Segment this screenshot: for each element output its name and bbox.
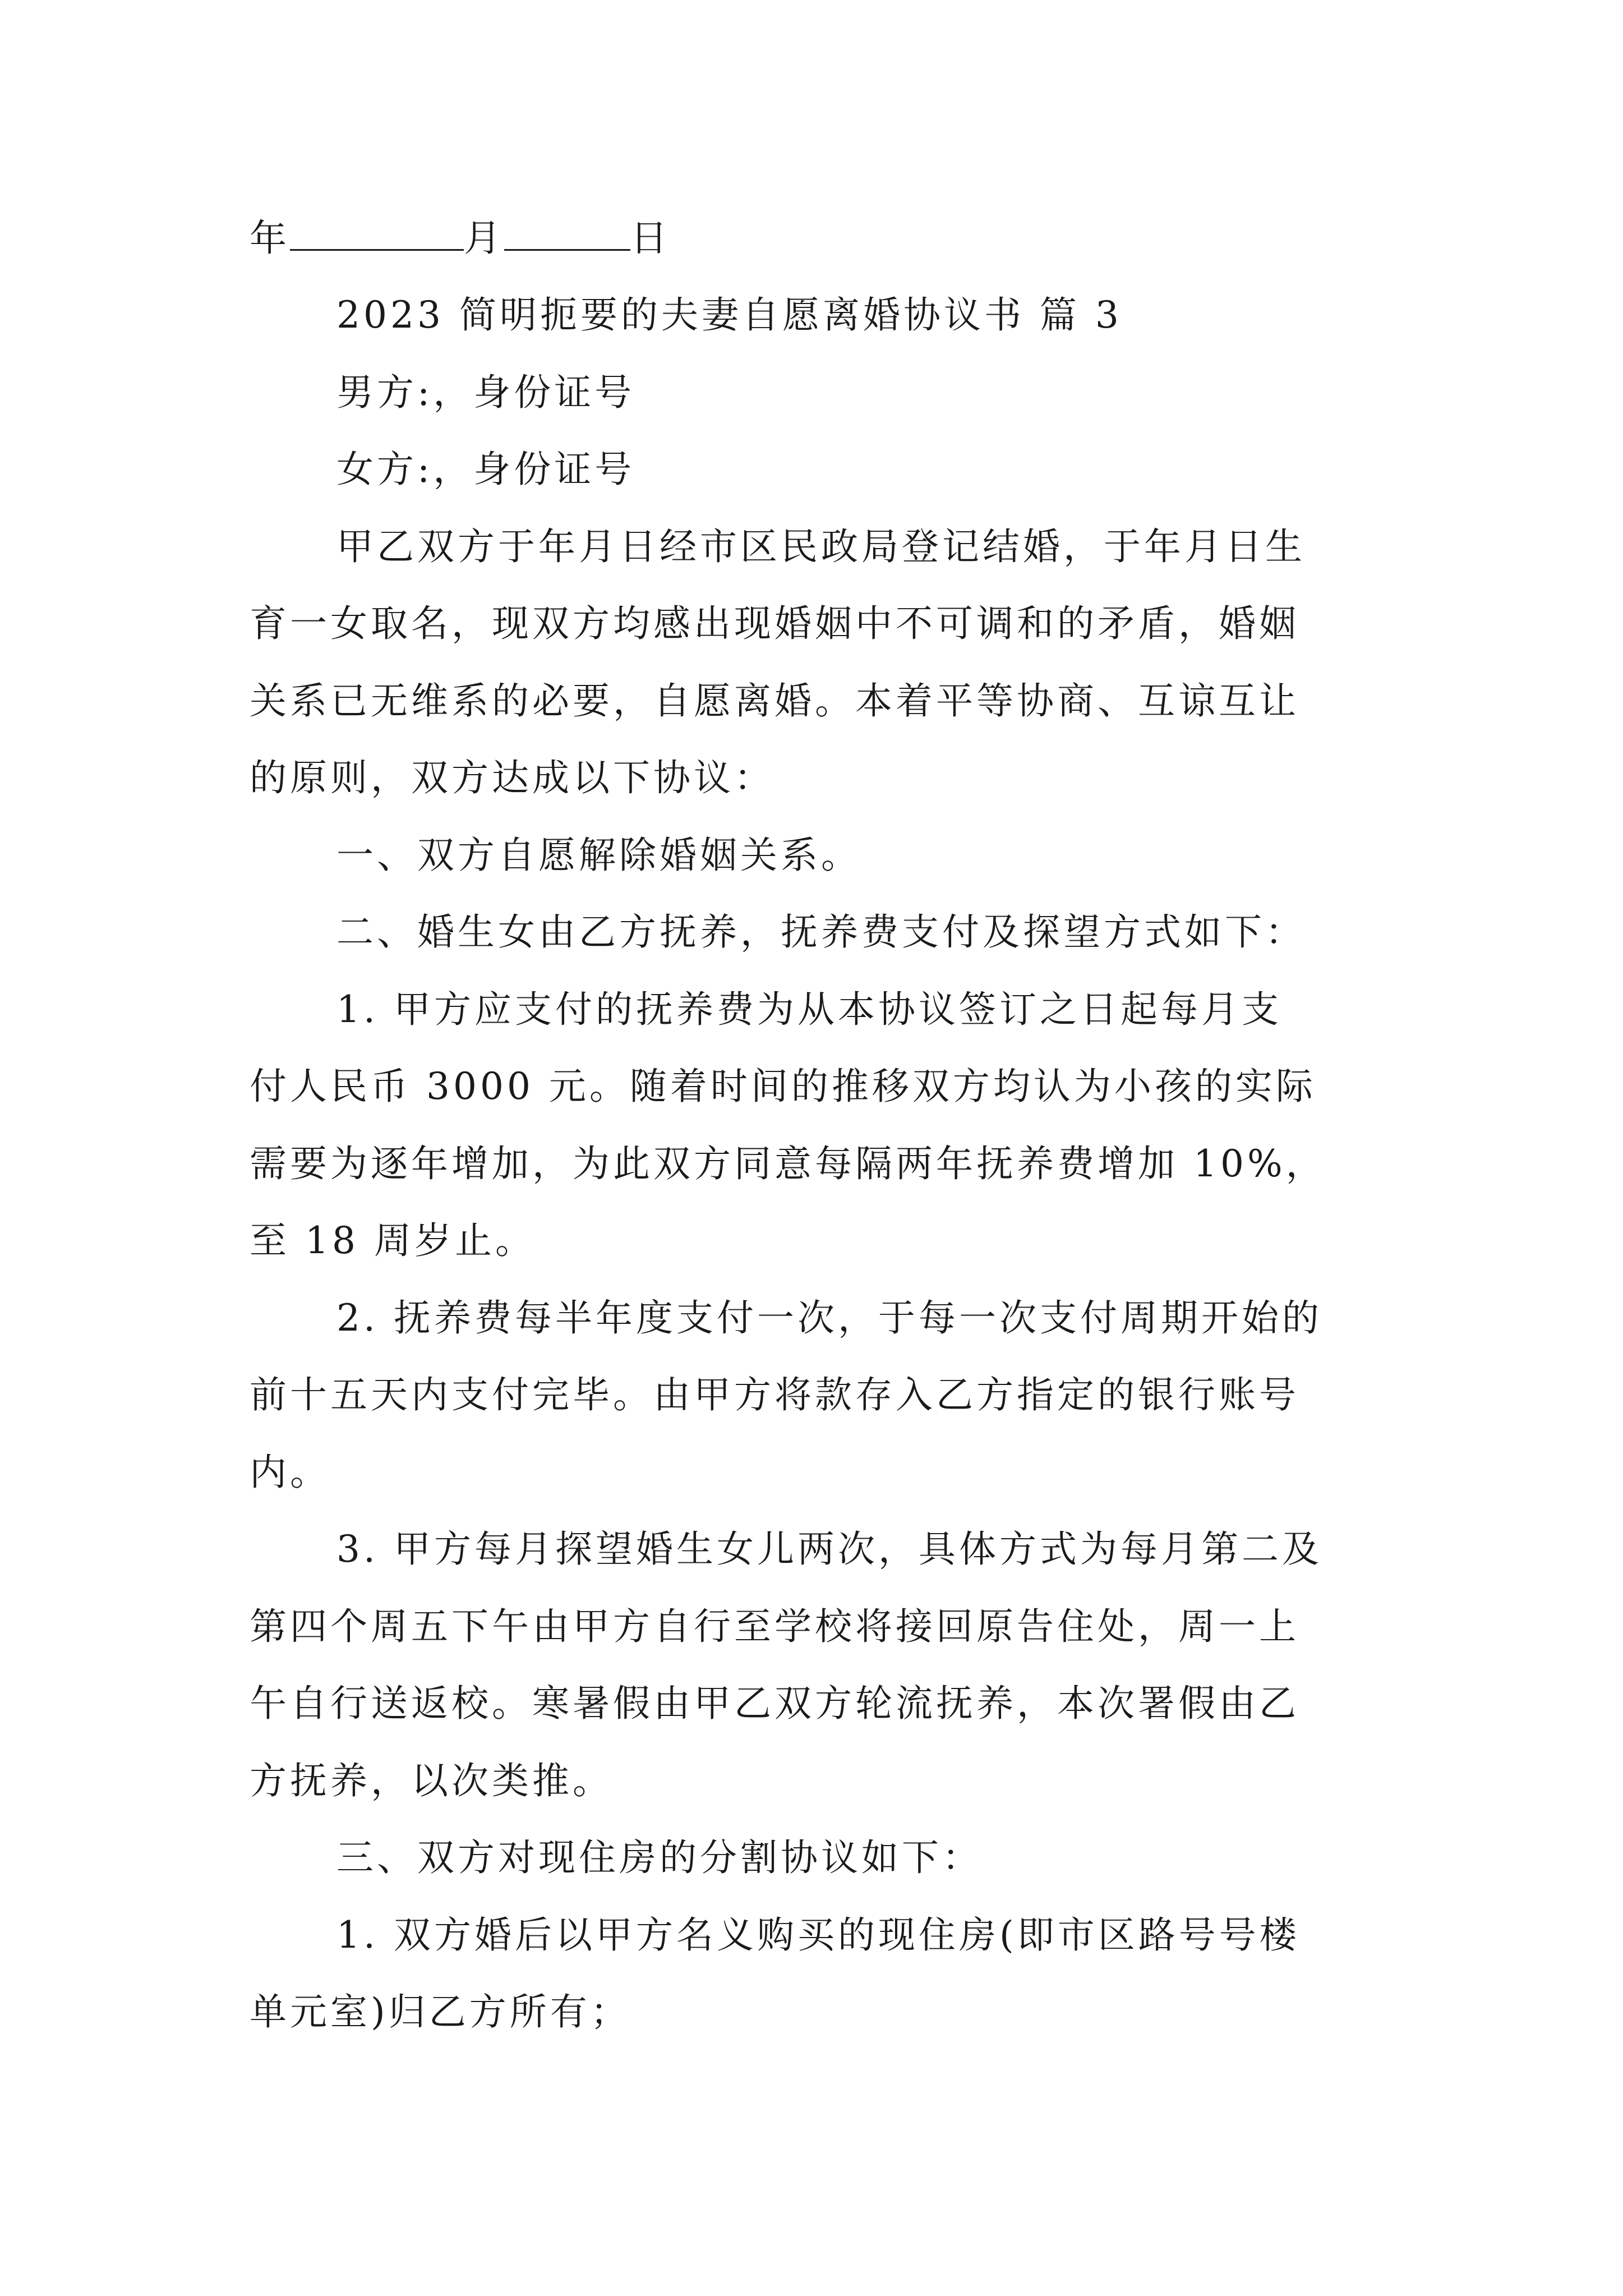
month-label: 月 xyxy=(464,217,504,260)
text-line: 1. 双方婚后以甲方名义购买的现住房(即市区路号号楼 xyxy=(336,1913,1300,1957)
text-line: 前十五天内支付完毕。由甲方将款存入乙方指定的银行账号 xyxy=(250,1373,1299,1416)
text-line: 三、双方对现住房的分割协议如下： xyxy=(336,1836,983,1879)
text-line: 的原则，双方达成以下协议： xyxy=(250,756,774,799)
text-line: 午自行送返校。寒暑假由甲乙双方轮流抚养，本次署假由乙 xyxy=(250,1682,1299,1725)
text-line: 付人民币 3000 元。随着时间的推移双方均认为小孩的实际 xyxy=(250,1065,1316,1108)
text-line: 至 18 周岁止。 xyxy=(250,1219,536,1262)
text-line: 需要为逐年增加，为此双方同意每隔两年抚养费增加 10%， xyxy=(250,1142,1326,1185)
text-line: 内。 xyxy=(250,1451,330,1494)
date-line xyxy=(250,216,671,261)
day-label: 日 xyxy=(630,217,671,260)
text-line: 3. 甲方每月探望婚生女儿两次，具体方式为每月第二及 xyxy=(336,1527,1322,1571)
text-line: 2. 抚养费每半年度支付一次，于每一次支付周期开始的 xyxy=(336,1296,1322,1340)
month-blank xyxy=(290,217,464,251)
document-title: 2023 简明扼要的夫妻自愿离婚协议书 篇 3 xyxy=(336,293,1122,337)
text-line: 育一女取名，现双方均感出现婚姻中不可调和的矛盾，婚姻 xyxy=(250,602,1299,645)
day-blank xyxy=(504,217,630,251)
text-line: 方抚养，以次类推。 xyxy=(250,1759,613,1802)
text-line: 二、婚生女由乙方抚养，抚养费支付及探望方式如下： xyxy=(336,910,1306,954)
text-line: 单元室)归乙方所有； xyxy=(250,1990,631,2033)
text-line: 男方:，身份证号 xyxy=(336,371,635,414)
text-line: 关系已无维系的必要，自愿离婚。本着平等协商、互谅互让 xyxy=(250,679,1299,723)
text-line: 女方:，身份证号 xyxy=(336,448,635,491)
text-line: 甲乙双方于年月日经市区民政局登记结婚，于年月日生 xyxy=(336,525,1306,568)
text-line: 1. 甲方应支付的抚养费为从本协议签订之日起每月支 xyxy=(336,988,1282,1031)
year-label: 年 xyxy=(250,217,290,260)
text-line: 第四个周五下午由甲方自行至学校将接回原告住处，周一上 xyxy=(250,1605,1299,1648)
text-line: 一、双方自愿解除婚姻关系。 xyxy=(336,834,861,877)
